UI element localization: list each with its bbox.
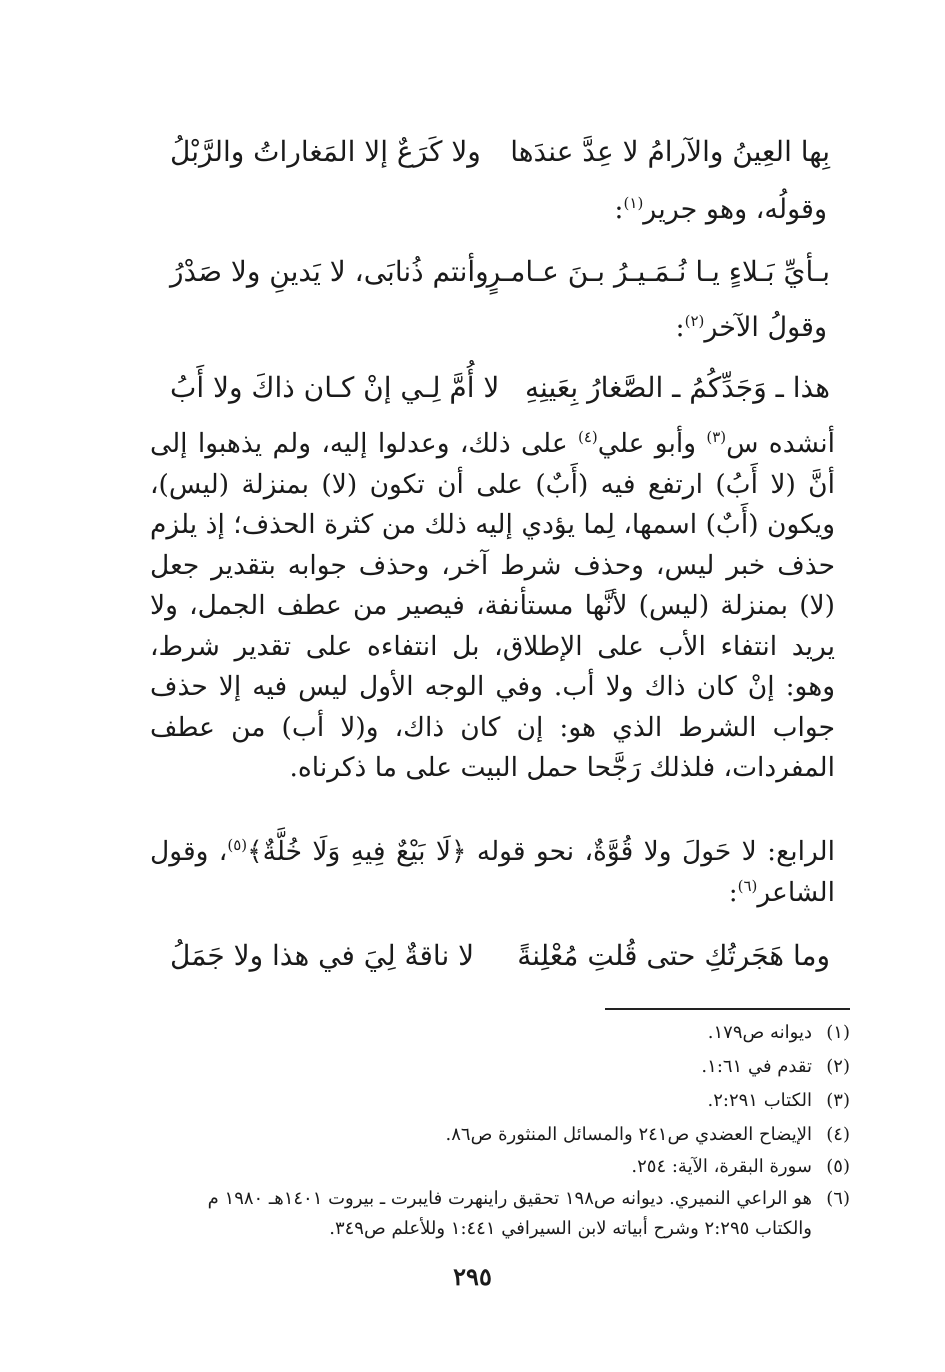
intro-1-text: وقولُه، وهو جرير [643,194,827,225]
footnote-6 [150,1184,850,1244]
intro-line-2 [676,308,827,348]
para-1-part-a: أنشده س [726,428,835,459]
footnote-text-continuation: والكتاب ٢:٢٩٥ وشرح أبياته لابن السيرافي ١:٤٤١ وللأعلم ص٣٤٩. [329,1218,812,1239]
footnote-text: هو الراعي النميري. ديوانه ص١٩٨ تحقيق راينهرت فايبرت ـ بيروت ١٤٠١هـ ١٩٨٠ م [207,1188,812,1209]
verse-4 [170,932,830,980]
footnote-ref-6: (٦) [737,876,758,895]
verse-2-first-hemistich: بـأيِّ بَـلاءٍ يـا نُـمَـيـرُ بـنَ عـامـرٍ [486,255,830,288]
para-2-colon: : [728,876,738,908]
verse-3-second-hemistich: لا أُمَّ لِـي إنْ كـان ذاكَ ولا أَبُ [170,371,500,404]
footnote-ref-3: (٣) [706,428,727,447]
body-paragraph-2 [150,832,835,913]
footnote-text: الكتاب ٢:٢٩١. [707,1090,812,1111]
verse-4-first-hemistich: وما هَجَرتُكِ حتى قُلتِ مُعْلِنةً [517,939,830,972]
footnote-text: ديوانه ص١٧٩. [707,1022,812,1043]
body-paragraph-1 [150,424,835,789]
footnote-number: (٤) [826,1124,850,1145]
verse-4-second-hemistich: لا ناقةٌ لِيَ في هذا ولا جَمَلُ [170,939,475,972]
para-2-part-b: ، وقول الشاعر [150,836,835,908]
footnote-text: تقدم في ١:٦١. [701,1056,812,1077]
intro-2-text: وقولُ الآخر [704,312,827,343]
footnote-ref-4: (٤) [577,428,598,447]
footnote-ref-5: (٥) [227,836,248,855]
footnote-number: (٦) [826,1188,850,1209]
verse-2-second-hemistich: وأنتم ذُنابَى، لا يَدينِ ولا صَدْرُ [170,255,489,288]
footnote-text: سورة البقرة، الآية: ٢٥٤. [631,1156,812,1177]
footnote-5 [631,1150,850,1184]
footnote-1 [708,1016,850,1050]
footnote-number: (٥) [826,1156,850,1177]
verse-3-first-hemistich: هذا ـ وَجَدِّكُمُ ـ الصَّغارُ بِعَينِهِ [524,371,830,404]
para-2-part-a: الرابع: لا حَولَ ولا قُوَّةٌ، نحو قوله ﴿لَا بَيْعٌ فِيهِ وَلَا خُلَّةٌ﴾ [247,836,835,867]
footnote-number: (٣) [826,1090,850,1111]
verse-2 [170,248,830,296]
footnote-number: (٢) [826,1056,850,1077]
footnote-number: (١) [826,1022,850,1043]
footnote-4 [446,1118,850,1152]
footnote-ref-1: (١) [623,194,644,212]
verse-1-first-hemistich: بِها العِينُ والآرامُ لا عِدَّ عندَها [510,135,830,168]
footnote-ref-2: (٢) [684,312,705,330]
para-1-part-b: وأبو علي [597,428,707,459]
verse-1-second-hemistich: ولا كَرَعٌ إلا المَغاراتُ والرَّبْلُ [170,135,481,168]
intro-2-colon: : [675,312,685,343]
para-1-part-c: على ذلك، وعدلوا إليه، ولم يذهبوا إلى أنَّ (لا أَبُ) ارتفع فيه (أَبٌ) على أن تكون (لا) بمنزلة (ليس)، ويكون (أَبٌ) اسمها، لِما يؤدي إليه ذلك من كثرة الحذف؛ إذ يلزم حذف خبر ليس، وحذف شرط آخر، وحذف جوابه بتقدير جعل (لا) بمنزلة (ليس) لأنَّها مستأنفة، فيصير من عطف الجمل، ولا يريد انتفاء الأب على الإطلاق، بل انتفاءه على تقدير شرط، وهو: إنْ كان ذاك ولا أب. وفي الوجه الأول ليس فيه إلا حذف جواب الشرط الذي هو: إن كان ذاك، و(لا أب) من عطف المفردات، فلذلك رَجَّحا حمل البيت على ما ذكرناه. [150,428,835,783]
verse-3 [170,364,830,412]
intro-line-1 [614,190,827,230]
footnote-2 [701,1050,850,1084]
footnote-text: الإيضاح العضدي ص٢٤١ والمسائل المنثورة ص٨٦. [445,1124,812,1145]
intro-1-colon: : [614,194,624,225]
footnote-separator [605,1008,850,1010]
verse-1 [170,128,830,176]
footnote-3 [708,1084,851,1118]
page-number: ٢٩٥ [453,1262,492,1291]
